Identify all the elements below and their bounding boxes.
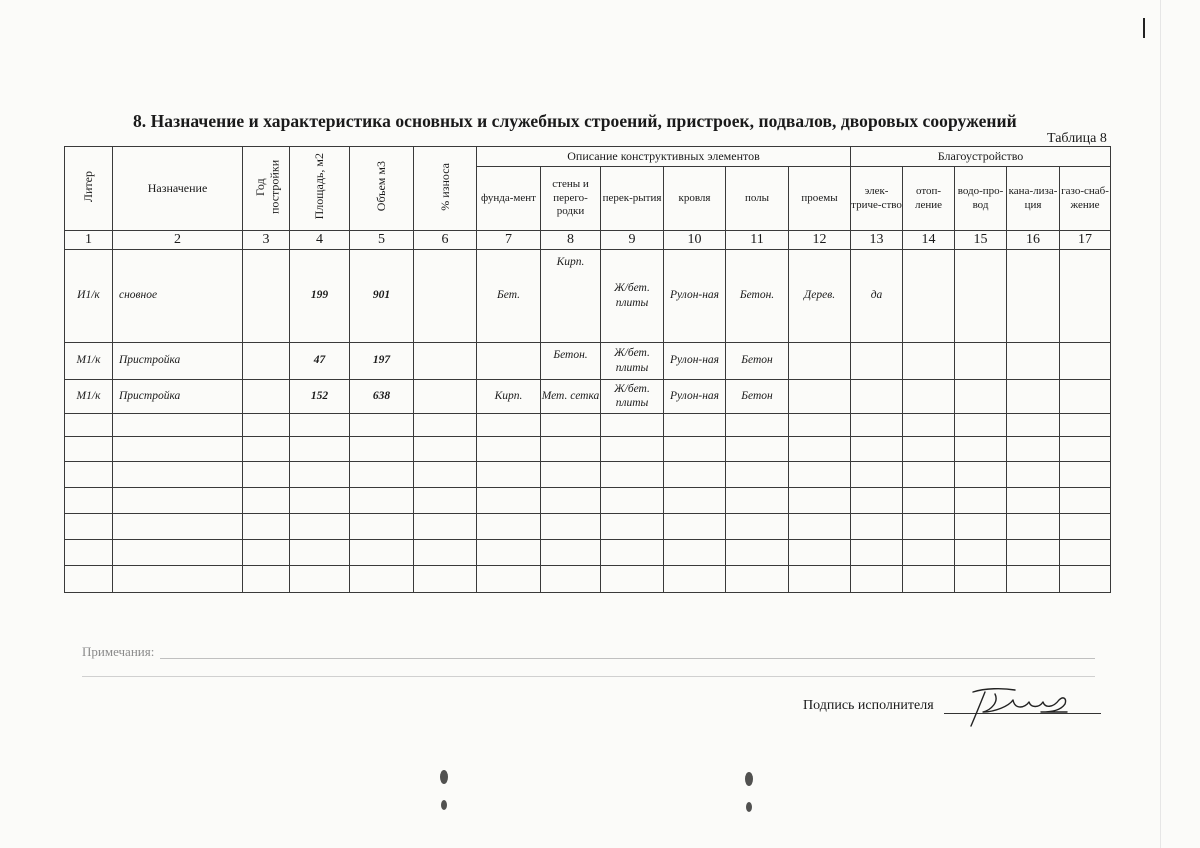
cell-area: 199	[290, 249, 350, 342]
header-amenities: Благоустройство	[851, 147, 1111, 167]
cell-floors: Бетон.	[726, 249, 789, 342]
cell-liter: М1/к	[65, 342, 113, 379]
cell-roof: Рулон-ная	[664, 342, 726, 379]
header-wear: % износа	[414, 147, 477, 231]
cell-ceilings: Ж/бет. плиты	[601, 249, 664, 342]
header-roof: кровля	[664, 167, 726, 231]
scan-edge	[1160, 0, 1161, 848]
cell-year	[243, 342, 290, 379]
cell-wear	[414, 342, 477, 379]
cell-heating	[903, 379, 955, 413]
column-number: 11	[726, 231, 789, 250]
header-foundation: фунда-мент	[477, 167, 541, 231]
header-openings: проемы	[789, 167, 851, 231]
cell-foundation	[477, 342, 541, 379]
column-number: 6	[414, 231, 477, 250]
empty-row	[65, 487, 1111, 513]
buildings-table	[64, 146, 1111, 593]
cell-purpose: Пристройка	[113, 379, 243, 413]
table-label: Таблица 8	[1047, 131, 1107, 146]
column-number: 17	[1060, 231, 1111, 250]
cell-sewer	[1007, 249, 1060, 342]
cell-water	[955, 379, 1007, 413]
hole-punch-mark	[440, 770, 448, 784]
cell-walls: Бетон.	[541, 342, 601, 379]
column-number: 12	[789, 231, 851, 250]
cell-area: 47	[290, 342, 350, 379]
header-purpose: Назначение	[113, 147, 243, 231]
cell-area: 152	[290, 379, 350, 413]
header-floors: полы	[726, 167, 789, 231]
cell-liter: И1/к	[65, 249, 113, 342]
cell-roof: Рулон-ная	[664, 379, 726, 413]
cell-floors: Бетон	[726, 379, 789, 413]
cell-gas	[1060, 379, 1111, 413]
signature-label: Подпись исполнителя	[803, 698, 934, 713]
cell-foundation: Бет.	[477, 249, 541, 342]
column-number: 16	[1007, 231, 1060, 250]
cell-volume: 638	[350, 379, 414, 413]
cell-heating	[903, 249, 955, 342]
cell-volume: 197	[350, 342, 414, 379]
header-gas: газо-снаб-жение	[1060, 167, 1111, 231]
column-number: 13	[851, 231, 903, 250]
cell-wear	[414, 249, 477, 342]
notes-label: Примечания:	[82, 644, 155, 659]
header-liter: Литер	[65, 147, 113, 231]
cell-purpose: сновное	[113, 249, 243, 342]
cell-walls: Мет. сетка	[541, 379, 601, 413]
header-ceilings: перек-рытия	[601, 167, 664, 231]
column-number: 2	[113, 231, 243, 250]
cell-openings: Дерев.	[789, 249, 851, 342]
header-heating: отоп-ление	[903, 167, 955, 231]
column-number: 3	[243, 231, 290, 250]
cell-ceilings: Ж/бет. плиты	[601, 379, 664, 413]
cell-wear	[414, 379, 477, 413]
cell-roof: Рулон-ная	[664, 249, 726, 342]
cell-volume: 901	[350, 249, 414, 342]
header-volume: Объем м3	[350, 147, 414, 231]
cell-openings	[789, 379, 851, 413]
column-number: 10	[664, 231, 726, 250]
header-constructive-elements: Описание конструктивных элементов	[477, 147, 851, 167]
cell-sewer	[1007, 342, 1060, 379]
column-number-row	[65, 231, 1111, 250]
header-water: водо-про-вод	[955, 167, 1007, 231]
column-number: 8	[541, 231, 601, 250]
column-number: 15	[955, 231, 1007, 250]
header-year: Год постройки	[243, 147, 290, 231]
hole-punch-mark	[745, 772, 753, 786]
cell-water	[955, 342, 1007, 379]
table-row	[65, 379, 1111, 413]
hole-punch-mark	[746, 802, 752, 812]
cell-walls: Кирп.	[541, 249, 601, 342]
cell-ceilings: Ж/бет. плиты	[601, 342, 664, 379]
column-number: 7	[477, 231, 541, 250]
hole-punch-mark	[441, 800, 447, 810]
empty-row	[65, 436, 1111, 461]
notes-line	[160, 658, 1095, 659]
cell-heating	[903, 342, 955, 379]
cell-floors: Бетон	[726, 342, 789, 379]
cell-gas	[1060, 342, 1111, 379]
column-number: 4	[290, 231, 350, 250]
empty-row	[65, 413, 1111, 436]
cell-sewer	[1007, 379, 1060, 413]
cell-openings	[789, 342, 851, 379]
cell-electric	[851, 342, 903, 379]
cell-year	[243, 249, 290, 342]
header-sewer: кана-лиза-ция	[1007, 167, 1060, 231]
header-electric: элек-триче-ство	[851, 167, 903, 231]
cell-electric	[851, 379, 903, 413]
signature-scribble	[955, 682, 1085, 730]
table-row	[65, 342, 1111, 379]
notes-line	[82, 676, 1095, 677]
column-number: 14	[903, 231, 955, 250]
header-area: Площадь, м2	[290, 147, 350, 231]
table-row	[65, 249, 1111, 342]
cell-purpose: Пристройка	[113, 342, 243, 379]
cell-water	[955, 249, 1007, 342]
column-number: 1	[65, 231, 113, 250]
cell-gas	[1060, 249, 1111, 342]
column-number: 5	[350, 231, 414, 250]
header-walls: стены и перего-родки	[541, 167, 601, 231]
page-edge-mark	[1143, 18, 1145, 38]
cell-year	[243, 379, 290, 413]
empty-row	[65, 461, 1111, 487]
cell-liter: М1/к	[65, 379, 113, 413]
empty-row	[65, 565, 1111, 592]
empty-row	[65, 513, 1111, 539]
column-number: 9	[601, 231, 664, 250]
empty-row	[65, 539, 1111, 565]
cell-electric: да	[851, 249, 903, 342]
cell-foundation: Кирп.	[477, 379, 541, 413]
page-title: 8. Назначение и характеристика основных и служебных строений, пристроек, подвалов, дворовых сооружений	[133, 111, 1017, 131]
